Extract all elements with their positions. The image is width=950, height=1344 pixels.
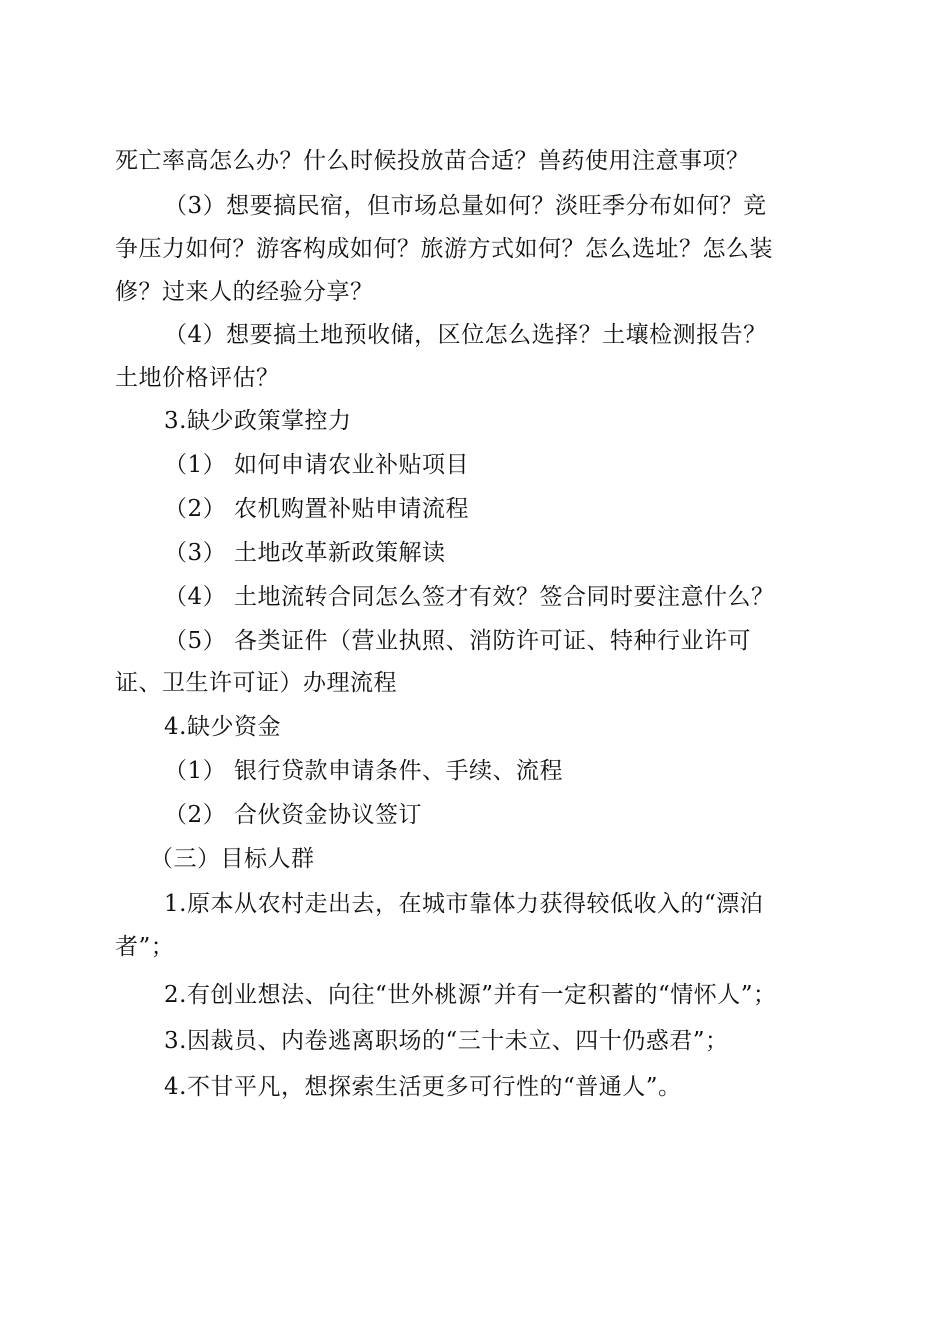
text-line: （4）想要搞土地预收储，区位怎么选择？土壤检测报告？ <box>164 322 767 348</box>
text-line: 证、卫生许可证）办理流程 <box>115 670 397 696</box>
text-line: 土地价格评估？ <box>115 365 280 391</box>
list-item: （3） 土地改革新政策解读 <box>164 540 446 566</box>
list-item: 2.有创业想法、向往“世外桃源”并有一定积蓄的“情怀人”； <box>164 982 777 1008</box>
text-line: 者”； <box>115 934 175 960</box>
list-item: 3.因裁员、内卷逃离职场的“三十未立、四十仍惑君”； <box>164 1028 729 1054</box>
text-line: 死亡率高怎么办？什么时候投放苗合适？兽药使用注意事项？ <box>115 148 750 174</box>
list-item: （5） 各类证件（营业执照、消防许可证、特种行业许可 <box>164 628 751 654</box>
list-item: （1） 银行贷款申请条件、手续、流程 <box>164 758 563 784</box>
list-item: 1.原本从农村走出去，在城市靠体力获得较低收入的“漂泊 <box>164 891 764 917</box>
list-item: 4.不甘平凡，想探索生活更多可行性的“普通人”。 <box>164 1074 682 1100</box>
list-item: （4） 土地流转合同怎么签才有效？签合同时要注意什么？ <box>164 584 775 610</box>
list-item: （2） 合伙资金协议签订 <box>164 802 422 828</box>
section-heading: 3.缺少政策掌控力 <box>164 408 352 434</box>
text-line: （3）想要搞民宿，但市场总量如何？淡旺季分布如何？竞 <box>164 193 767 219</box>
section-heading: 4.缺少资金 <box>164 714 281 740</box>
list-item: （2） 农机购置补贴申请流程 <box>164 496 469 522</box>
list-item: （1） 如何申请农业补贴项目 <box>164 452 469 478</box>
text-line: 修？过来人的经验分享？ <box>115 279 374 305</box>
section-heading: （三）目标人群 <box>150 846 315 872</box>
text-line: 争压力如何？游客构成如何？旅游方式如何？怎么选址？怎么装 <box>115 236 773 262</box>
